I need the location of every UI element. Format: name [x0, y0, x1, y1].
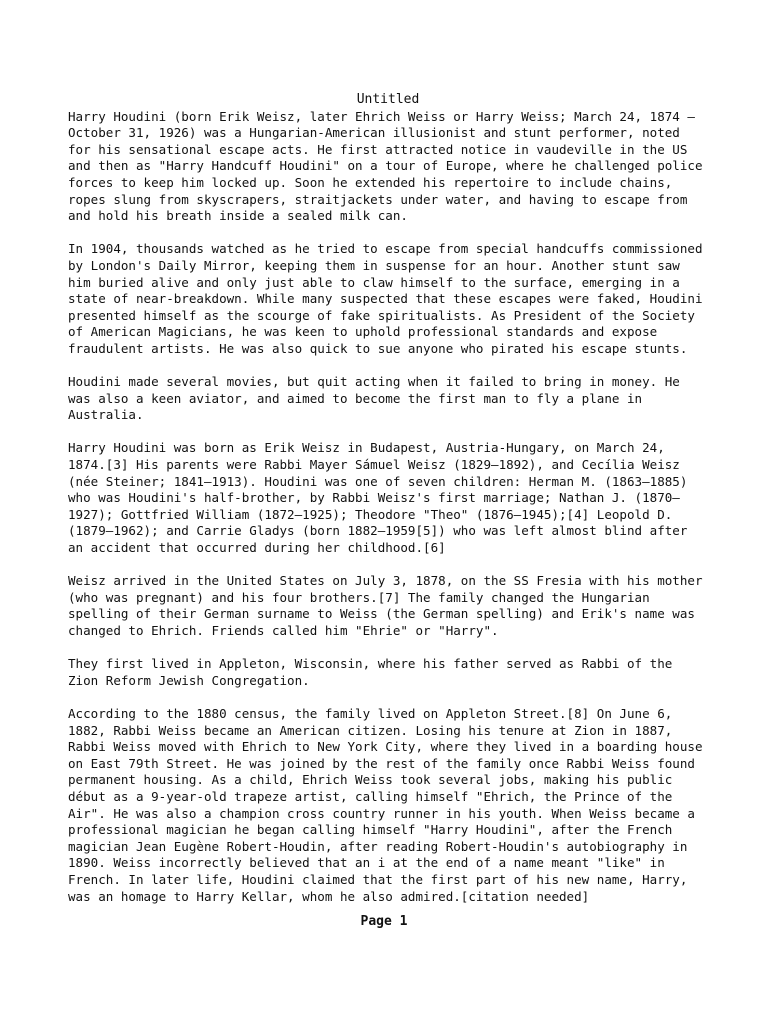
document-title: Untitled: [356, 92, 420, 107]
text-line: (1879–1962); and Carrie Gladys (born 1882–1959[5]) who was left almost blind after: [68, 523, 688, 539]
text-line: who was Houdini's half-brother, by Rabbi Weisz's first marriage; Nathan J. (1870–: [68, 490, 680, 506]
text-line: French. In later life, Houdini claimed that the first part of his new name, Harry,: [68, 871, 688, 887]
text-line: forces to keep him locked up. Soon he extended his repertoire to include chains,: [68, 174, 673, 190]
document-body: [68, 109, 708, 906]
text-line: According to the 1880 census, the family lived on Appleton Street.[8] On June 6,: [68, 705, 673, 721]
text-line: October 31, 1926) was a Hungarian-American illusionist and stunt performer, noted: [68, 125, 680, 141]
text-line: was an homage to Harry Kellar, whom he also admired.[citation needed]: [68, 888, 590, 904]
text-line: (née Steiner; 1841–1913). Houdini was one of seven children: Herman M. (1863–1885): [68, 473, 688, 489]
text-line: 1882, Rabbi Weiss became an American citizen. Losing his tenure at Zion in 1887,: [68, 722, 673, 738]
text-line: and hold his breath inside a sealed milk can.: [68, 208, 408, 224]
text-line: Houdini made several movies, but quit acting when it failed to bring in money. He: [68, 374, 680, 390]
text-line: Zion Reform Jewish Congregation.: [68, 672, 310, 688]
text-line: presented himself as the scourge of fake spiritualists. As President of the Society: [68, 307, 695, 323]
text-line: fraudulent artists. He was also quick to sue anyone who pirated his escape stunts.: [68, 340, 688, 356]
text-line: Rabbi Weiss moved with Ehrich to New York City, where they lived in a boarding house: [68, 739, 703, 755]
text-line: permanent housing. As a child, Ehrich Weiss took several jobs, making his public: [68, 772, 673, 788]
text-line: Harry Houdini (born Erik Weisz, later Ehrich Weiss or Harry Weiss; March 24, 1874 –: [68, 108, 695, 124]
text-line: and then as "Harry Handcuff Houdini" on a tour of Europe, where he challenged police: [68, 158, 703, 174]
text-line: Australia.: [68, 407, 144, 423]
text-line: by London's Daily Mirror, keeping them in suspense for an hour. Another stunt saw: [68, 257, 680, 273]
text-line: changed to Ehrich. Friends called him "Ehrie" or "Harry".: [68, 623, 499, 638]
text-line: Harry Houdini was born as Erik Weisz in Budapest, Austria-Hungary, on March 24,: [68, 440, 665, 456]
paragraph: [68, 374, 708, 424]
text-line: spelling of their German surname to Weiss (the German spelling) and Erik's name was: [68, 606, 695, 622]
text-line: 1890. Weiss incorrectly believed that an i at the end of a name meant "like" in: [68, 855, 665, 871]
text-line: début as a 9-year-old trapeze artist, calling himself "Ehrich, the Prince of the: [68, 788, 673, 804]
text-line: professional magician he began calling himself "Harry Houdini", after the French: [68, 822, 673, 838]
text-line: In 1904, thousands watched as he tried to escape from special handcuffs commissioned: [68, 241, 703, 257]
page-number: Page 1: [360, 914, 408, 929]
text-line: him buried alive and only just able to claw himself to the surface, emerging in a: [68, 274, 680, 290]
text-line: 1874.[3] His parents were Rabbi Mayer Sámuel Weisz (1829–1892), and Cecília Weisz: [68, 457, 680, 473]
text-line: ropes slung from skyscrapers, straitjackets under water, and having to escape from: [68, 191, 688, 207]
text-line: Air". He was also a champion cross country runner in his youth. When Weiss became a: [68, 805, 695, 821]
text-line: was also a keen aviator, and aimed to become the first man to fly a plane in: [68, 390, 643, 406]
paragraph: [68, 440, 708, 556]
text-line: for his sensational escape acts. He first attracted notice in vaudeville in the US: [68, 141, 688, 157]
text-line: an accident that occurred during her childhood.[6]: [68, 540, 446, 556]
document-page: [68, 92, 708, 922]
text-line: 1927); Gottfried William (1872–1925); Theodore "Theo" (1876–1945);[4] Leopold D.: [68, 506, 673, 522]
paragraph: [68, 241, 708, 357]
text-line: (who was pregnant) and his four brothers.[7] The family changed the Hungarian: [68, 589, 650, 605]
paragraph: [68, 706, 708, 905]
paragraph: [68, 109, 708, 225]
text-line: state of near-breakdown. While many suspected that these escapes were faked, Houdini: [68, 291, 703, 307]
paragraph: [68, 656, 708, 689]
text-line: on East 79th Street. He was joined by the rest of the family once Rabbi Weiss found: [68, 755, 695, 771]
text-line: magician Jean Eugène Robert-Houdin, after reading Robert-Houdin's autobiography in: [68, 838, 688, 854]
text-line: They first lived in Appleton, Wisconsin, where his father served as Rabbi of the: [68, 656, 673, 672]
text-line: of American Magicians, he was keen to uphold professional standards and expose: [68, 324, 658, 340]
paragraph: [68, 573, 708, 639]
text-line: Weisz arrived in the United States on July 3, 1878, on the SS Fresia with his mother: [68, 573, 703, 589]
